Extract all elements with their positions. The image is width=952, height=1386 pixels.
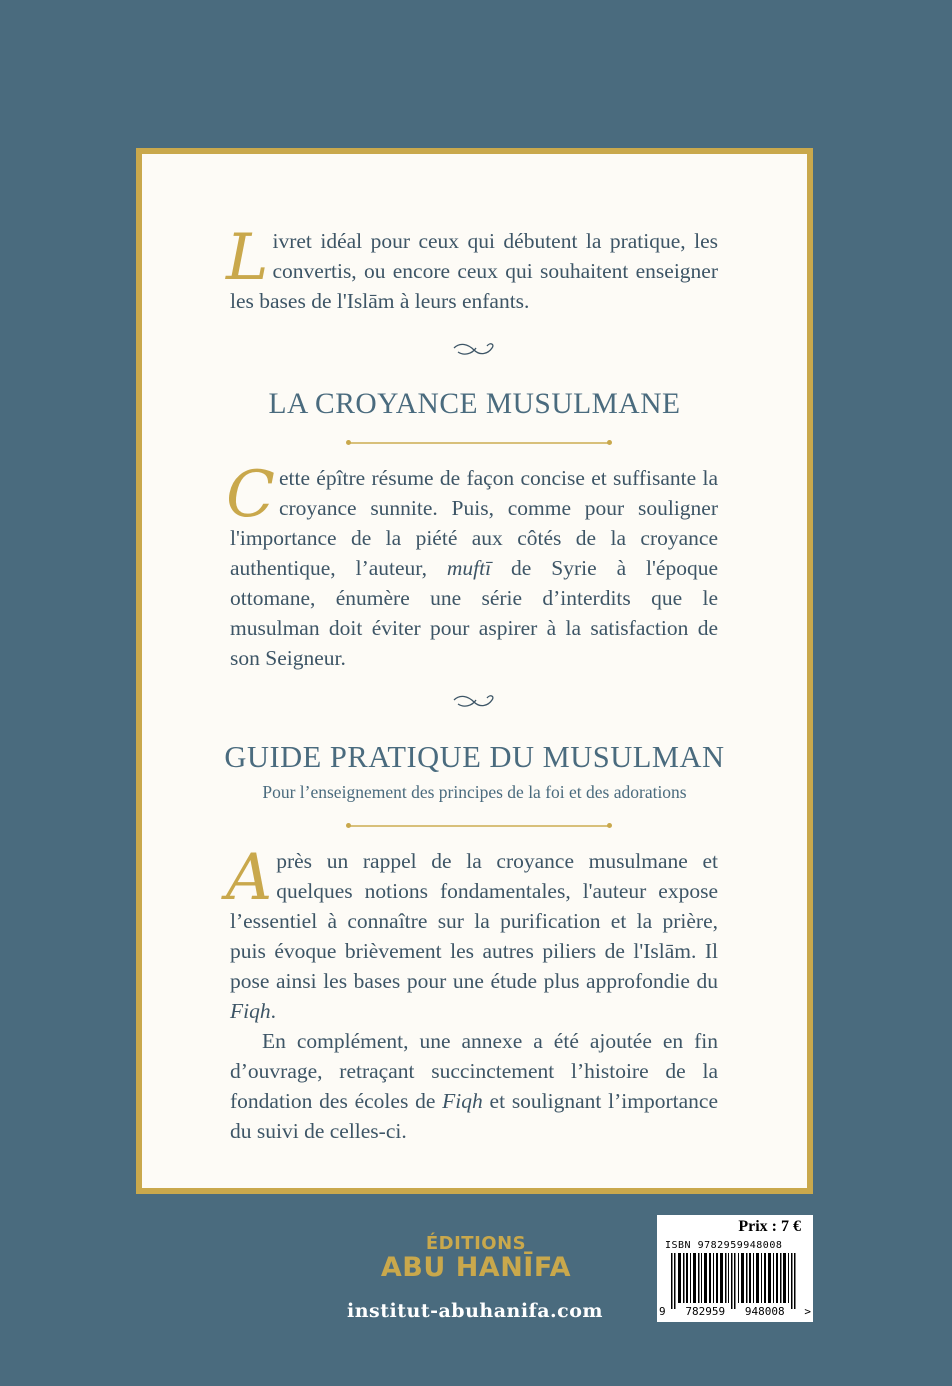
intro-text: ivret idéal pour ceux qui débutent la pratique, les convertis, ou encore ceux qui souhaitent enseigner les bases de l'Islām à leurs enfants. [230,229,718,313]
publisher-logo [376,1234,576,1282]
section-title-guide: GUIDE PRATIQUE DU MUSULMAN [224,740,725,774]
section2-paragraph-1 [226,841,718,1026]
isbn-barcode [657,1215,813,1322]
section2-p1-text-b: . [270,999,276,1023]
dropcap-l: L [226,221,269,295]
barcode-digits [659,1306,811,1318]
barcode-digit-group: 782959 [685,1305,726,1318]
publisher-website[interactable]: institut-abuhanifa.com [347,1300,603,1322]
barcode-bars-icon [667,1253,803,1309]
section2-paragraph-2 [230,1026,718,1146]
isbn-text: ISBN 9782959948008 [665,1240,783,1251]
intro-block [226,221,718,316]
section1-text-italic: muftī [446,556,492,580]
gold-divider [348,442,610,444]
publisher-logo-line2: ABU HANĪFA [380,1252,572,1283]
price-label: Prix : 7 € [738,1218,801,1235]
section2-p1-italic: Fiqh [230,999,271,1023]
section-subtitle-guide: Pour l’enseignement des principes de la foi et des adorations [262,782,687,802]
back-cover-panel [136,148,813,1194]
section1-paragraph [226,458,718,673]
section1-block [226,458,718,673]
intro-paragraph [226,221,718,316]
section2-block [226,841,719,1146]
flourish-ornament-icon [452,692,500,710]
barcode-digit-group: 948008 [744,1305,785,1318]
section2-p1-text-a: près un rappel de la croyance musulmane et quelques notions fondamentales, l'auteur expose l’essentiel à connaître sur la purification et la prière, puis évoque brièvement les autres piliers de l'Islām. Il pose ainsi les bases pour une étude plus approfondie du [230,849,718,993]
section2-p2-italic: Fiqh [442,1089,483,1113]
publisher-logo-line1: ÉDITIONS [425,1233,527,1254]
section2-p2-text-b: et soulignant l’importance du suivi de celles-ci. [230,1089,719,1143]
flourish-ornament-icon [452,340,500,358]
section1-text-a: ette épître résume de façon concise et suffisante la croyance sunnite. Puis, comme pour souligner l'importance de la piété aux côtés de la croyance authentique, l’auteur, [230,466,718,580]
gold-divider [348,825,610,827]
section-title-croyance: LA CROYANCE MUSULMANE [268,388,681,420]
dropcap-a: A [226,841,273,915]
dropcap-c: C [226,458,275,532]
section2-p2-text-a: En complément, une annexe a été ajoutée en fin d’ouvrage, retraçant succinctement l’histoire de la fondation des écoles de [230,1029,718,1113]
barcode-digit-group: > [804,1305,811,1318]
section1-text-b: de Syrie à l'époque ottomane, énumère une série d’interdits que le musulman doit éviter pour aspirer à la satisfaction de son Seigneur. [230,556,718,670]
barcode-digit-group: 9 [659,1305,666,1318]
